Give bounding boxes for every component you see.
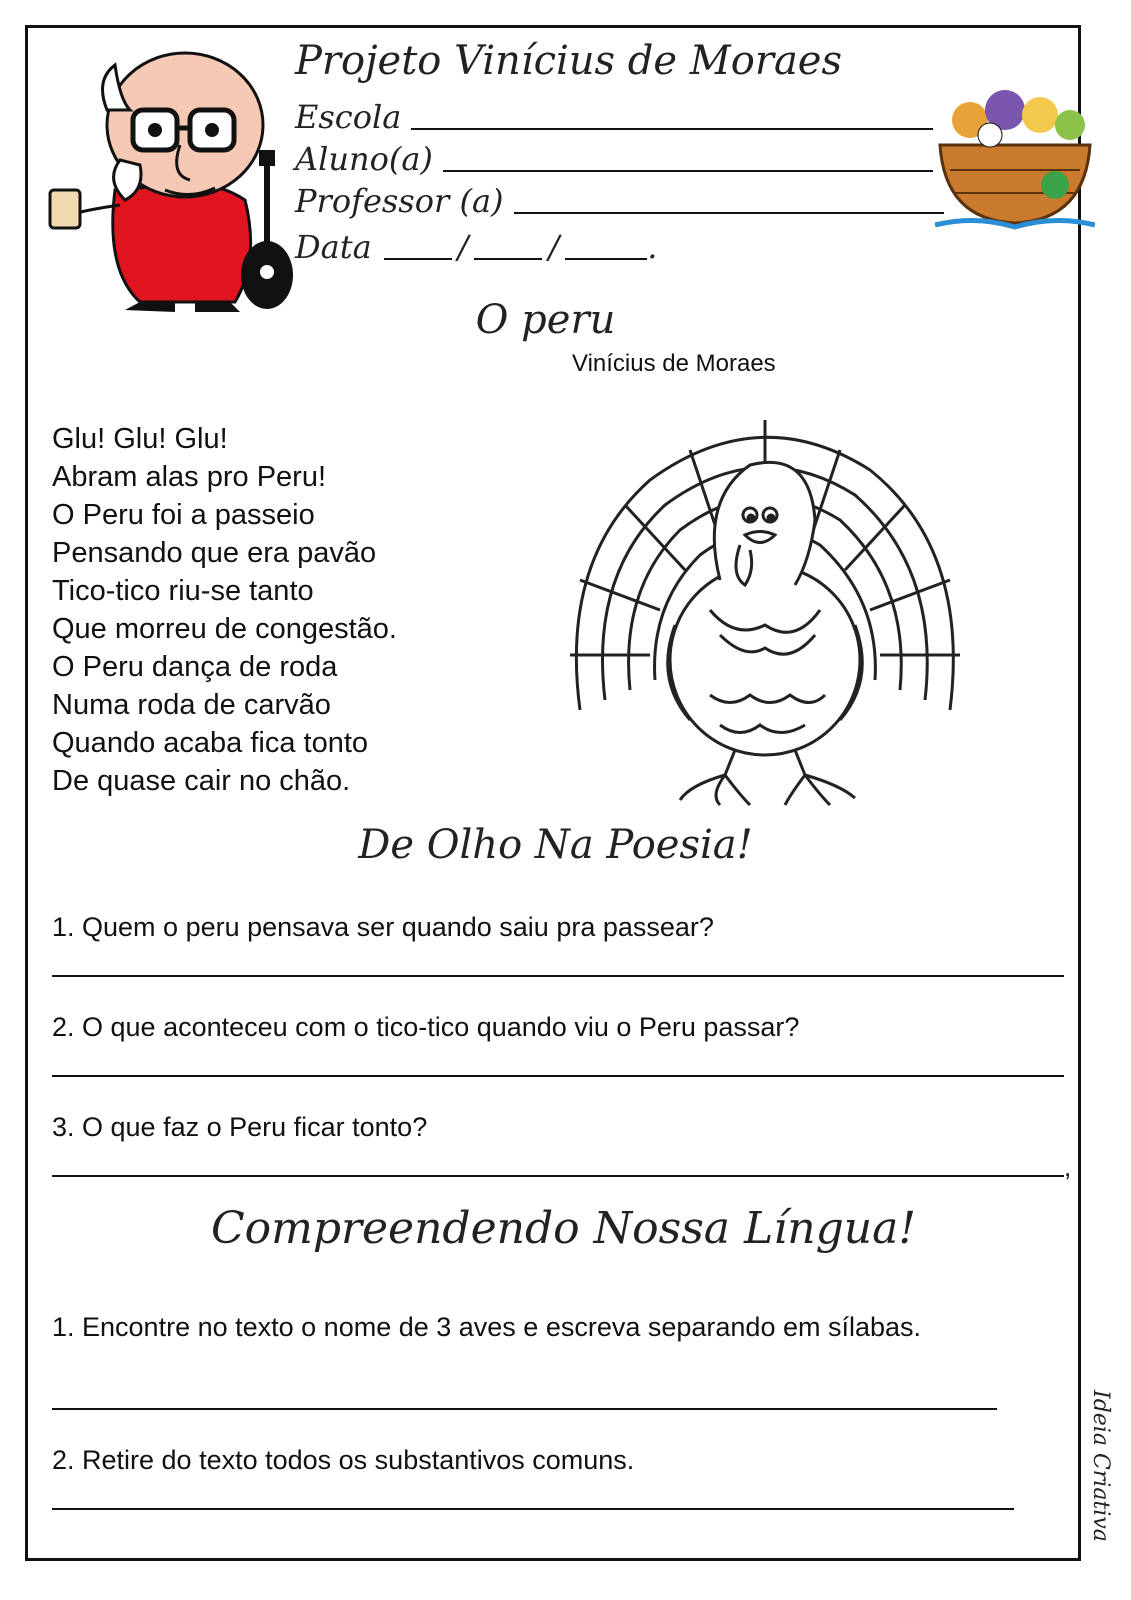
language-answer-line-2[interactable] <box>52 1508 1014 1510</box>
poem-text <box>52 420 397 800</box>
vinicius-caricature-icon <box>45 40 300 315</box>
poem-line: Que morreu de congestão. <box>52 613 397 645</box>
date-separator: / <box>548 228 560 266</box>
school-line <box>411 127 933 130</box>
student-field[interactable] <box>295 140 933 178</box>
teacher-label: Professor (a) <box>295 182 504 220</box>
credit-watermark <box>1085 1390 1115 1560</box>
project-title: Projeto Vinícius de Moraes <box>295 38 842 84</box>
comma-mark: , <box>1064 1152 1072 1182</box>
answer-line-1[interactable] <box>52 975 1064 977</box>
date-label: Data <box>295 228 372 266</box>
date-year-line <box>565 258 647 260</box>
school-field[interactable] <box>295 98 933 136</box>
poem-line: De quase cair no chão. <box>52 765 351 797</box>
question-3: 3. O que faz o Peru ficar tonto? <box>52 1112 428 1142</box>
answer-line-2[interactable] <box>52 1075 1064 1077</box>
date-separator: / <box>457 228 469 266</box>
poem-line: Numa roda de carvão <box>52 689 331 721</box>
poem-line: O Peru foi a passeio <box>52 499 315 531</box>
poem-line: Abram alas pro Peru! <box>52 461 327 493</box>
date-month-line <box>474 258 542 260</box>
noahs-ark-icon <box>935 75 1095 235</box>
language-question-2: 2. Retire do texto todos os substantivos comuns. <box>52 1445 635 1475</box>
credit-text: Ideia Criativa <box>1088 1390 1113 1542</box>
date-end: . <box>647 228 658 266</box>
section-title-language: Compreendendo Nossa Língua! <box>210 1203 917 1254</box>
question-1: 1. Quem o peru pensava ser quando saiu pra passear? <box>52 912 714 942</box>
section-title-poetry: De Olho Na Poesia! <box>358 822 753 868</box>
answer-line-3[interactable] <box>52 1175 1064 1177</box>
student-label: Aluno(a) <box>295 140 433 178</box>
poem-author: Vinícius de Moraes <box>572 350 776 377</box>
student-line <box>443 169 933 172</box>
poem-line: O Peru dança de roda <box>52 651 338 683</box>
teacher-line <box>514 211 944 214</box>
poem-line: Quando acaba fica tonto <box>52 727 369 759</box>
language-answer-line-1[interactable] <box>52 1408 997 1410</box>
question-2: 2. O que aconteceu com o tico-tico quando viu o Peru passar? <box>52 1012 800 1042</box>
poem-line: Pensando que era pavão <box>52 537 377 569</box>
date-field[interactable] <box>295 228 657 266</box>
turkey-illustration-icon <box>560 410 970 810</box>
date-day-line <box>384 258 452 260</box>
poem-line: Tico-tico riu-se tanto <box>52 575 314 607</box>
school-label: Escola <box>295 98 402 136</box>
teacher-field[interactable] <box>295 182 944 220</box>
poem-title: O peru <box>475 297 616 343</box>
language-question-1: 1. Encontre no texto o nome de 3 aves e escreva separando em sílabas. <box>52 1312 922 1342</box>
poem-line: Glu! Glu! Glu! <box>52 423 228 455</box>
